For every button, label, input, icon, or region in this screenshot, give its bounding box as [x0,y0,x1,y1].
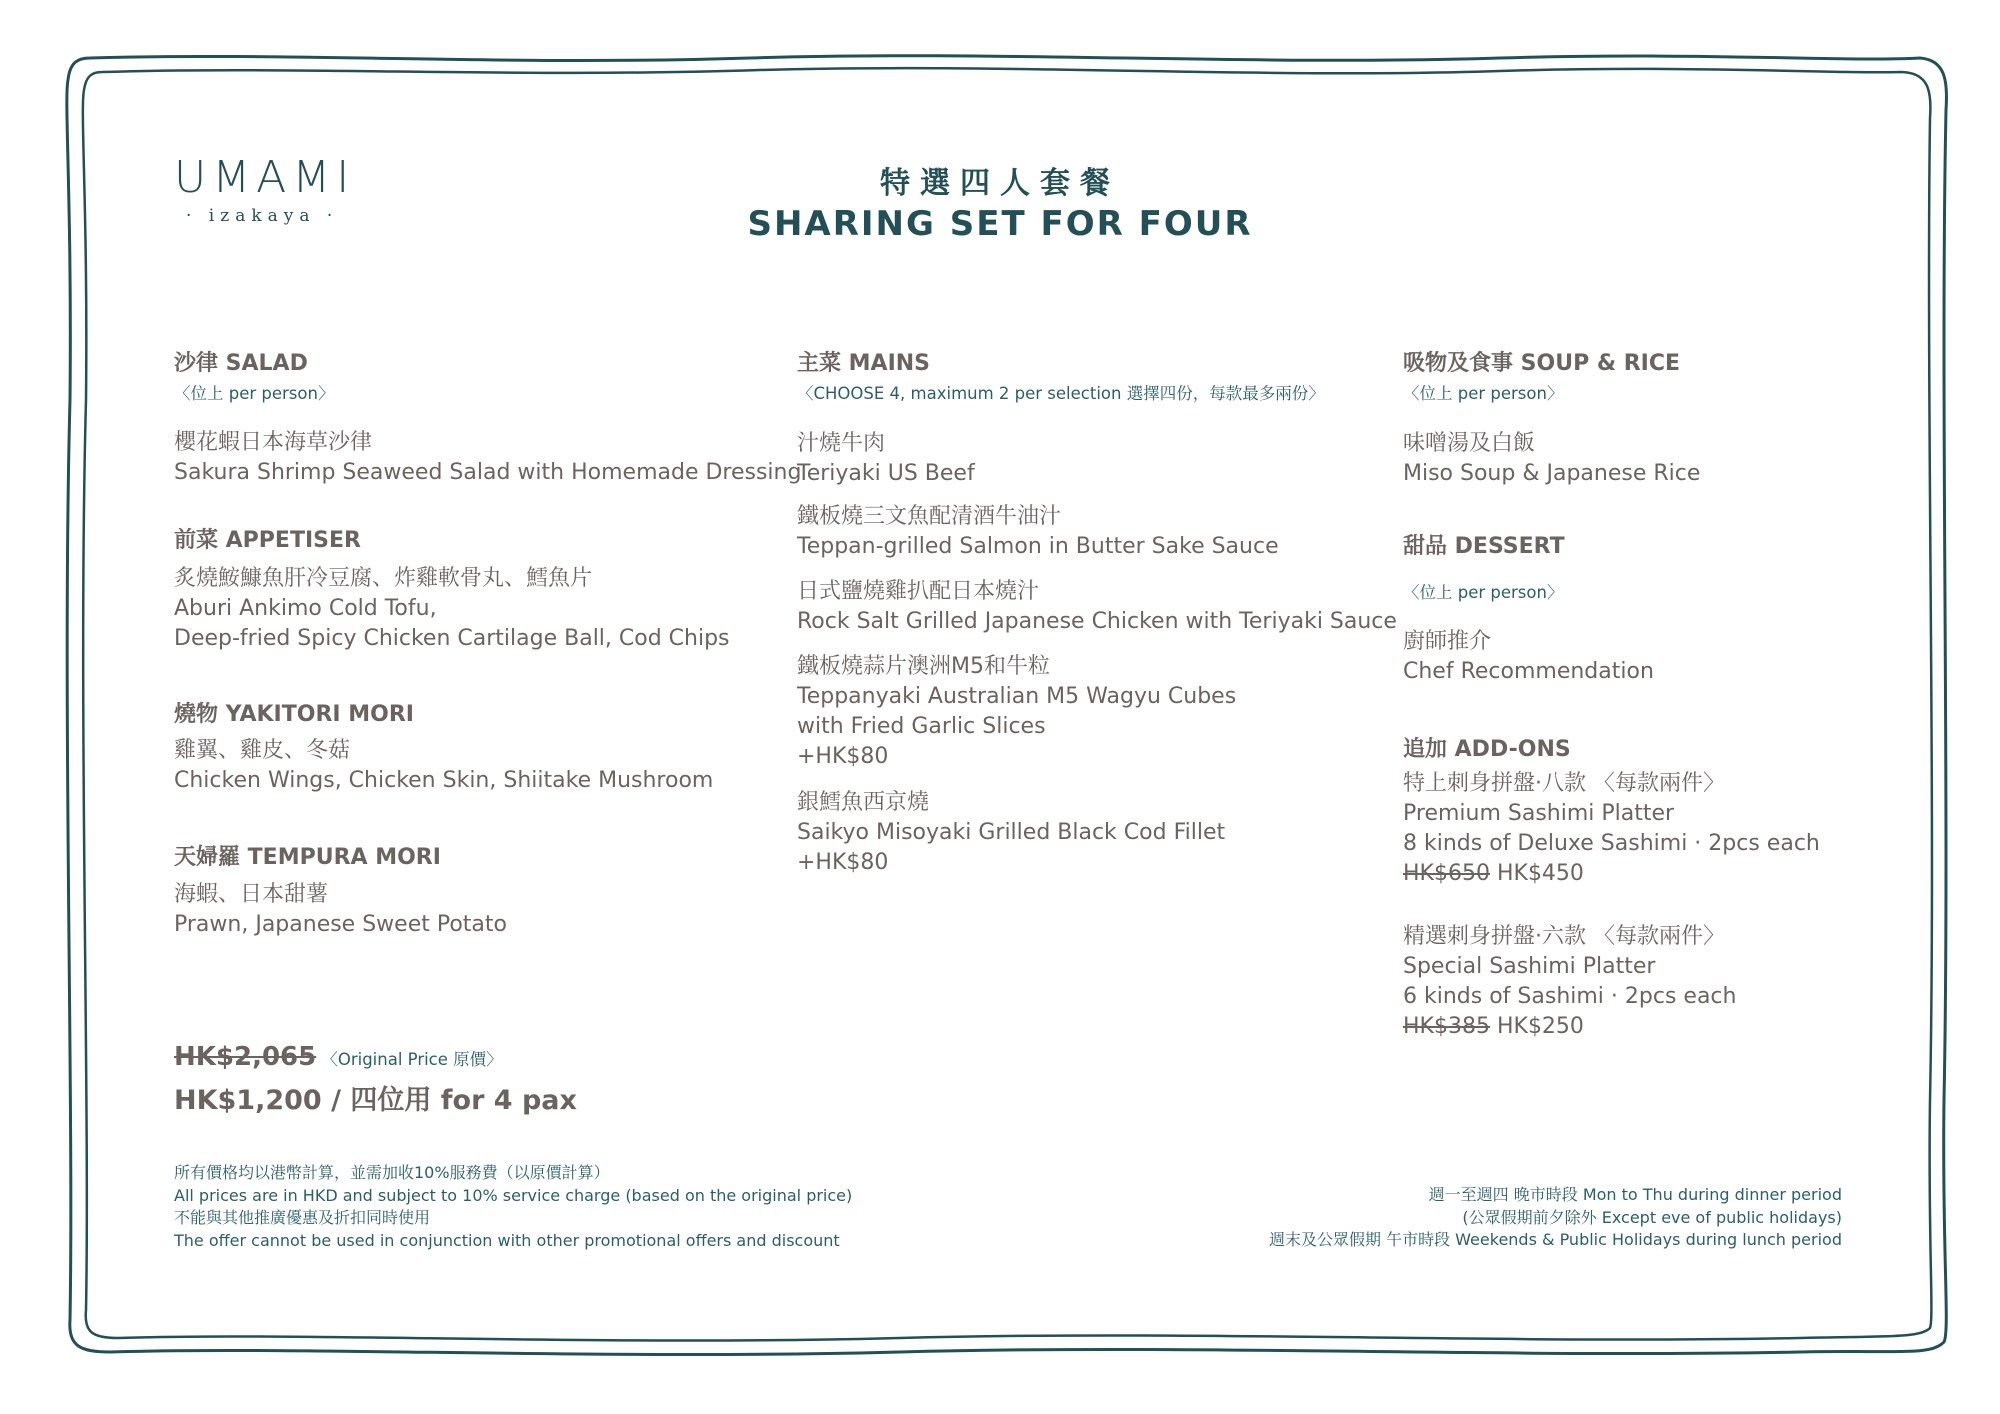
appetiser-heading: 前菜 APPETISER [174,528,361,553]
footer-terms-line: 所有價格均以港幣計算，並需加收10%服務費（以原價計算） [174,1163,610,1182]
salad-heading: 沙律 SALAD [174,351,308,376]
mains-item-en-2: with Fried Garlic Slices [797,714,1046,739]
salad-item-cn: 櫻花蝦日本海草沙律 [174,430,373,455]
footer-terms-line: All prices are in HKD and subject to 10% service charge (based on the original price) [174,1185,853,1205]
appetiser-item-en-2: Deep-fried Spicy Chicken Cartilage Ball, Cod Chips [174,626,730,651]
salad-item [174,428,801,488]
set-price: HK$1,200 / 四位用 for 4 pax [174,1085,577,1116]
addon-price: HK$450 [1496,861,1584,886]
brand-tagline: · izakaya · [186,206,339,226]
mains-item [797,577,1397,637]
yakitori-heading: 燒物 YAKITORI MORI [174,702,414,727]
mains-item-cn: 鐵板燒三文魚配清酒牛油汁 [797,504,1062,529]
mains-item [797,502,1279,562]
salad-item-en: Sakura Shrimp Seaweed Salad with Homemade Dressing [174,460,802,485]
footer-terms [174,1162,852,1252]
mains-item-cn: 鐵板燒蒜片澳洲M5和牛粒 [797,654,1050,679]
appetiser-item [174,564,730,654]
mains-item [797,652,1236,772]
mains-item [797,429,975,489]
footer-availability-line: (公眾假期前夕除外 Except eve of public holidays) [1462,1207,1842,1227]
page-title-en: SHARING SET FOR FOUR [747,204,1253,244]
mains-item-cn: 銀鱈魚西京燒 [797,790,930,815]
soup-note: 〈位上 per person〉 [1403,384,1564,403]
footer-terms-line: 不能與其他推廣優惠及折扣同時使用 [174,1208,431,1227]
addon-item [1403,922,1736,1042]
soup-item [1403,429,1700,489]
addon-item [1403,769,1820,889]
mains-note: 〈CHOOSE 4, maximum 2 per selection 選擇四份，每款最多兩份〉 [797,384,1325,403]
addon-item-cn: 精選刺身拼盤·六款 〈每款兩件〉 [1403,924,1725,949]
mains-item-surcharge: +HK$80 [797,744,889,769]
soup-item-cn: 味噌湯及白飯 [1403,431,1536,456]
dessert-heading: 甜品 DESSERT [1403,534,1565,559]
original-price: HK$2,065 [174,1042,317,1072]
appetiser-item-cn: 炙燒鮟鱇魚肝冷豆腐、炸雞軟骨丸、鱈魚片 [174,566,593,591]
mains-heading: 主菜 MAINS [797,351,931,376]
addon-item-price-row [1403,1012,1736,1042]
salad-note: 〈位上 per person〉 [174,384,335,403]
mains-item-en: Teppanyaki Australian M5 Wagyu Cubes [797,684,1237,709]
tempura-item-cn: 海蝦、日本甜薯 [174,882,329,907]
addon-item-desc: 8 kinds of Deluxe Sashimi · 2pcs each [1403,831,1820,856]
addon-old-price: HK$650 [1403,861,1490,886]
mains-item [797,788,1225,878]
footer-availability-line: 週一至週四 晚市時段 Mon to Thu during dinner period [1428,1185,1842,1204]
addons-heading: 追加 ADD-ONS [1403,737,1571,762]
yakitori-item [174,736,713,796]
yakitori-item-en: Chicken Wings, Chicken Skin, Shiitake Mushroom [174,768,714,793]
mains-item-en: Rock Salt Grilled Japanese Chicken with Teriyaki Sauce [797,609,1397,634]
dessert-note: 〈位上 per person〉 [1403,583,1564,602]
yakitori-item-cn: 雞翼、雞皮、冬菇 [174,738,351,763]
brand-logo: UMAMI [174,152,356,203]
dessert-item-cn: 廚師推介 [1403,629,1492,654]
mains-item-cn: 汁燒牛肉 [797,431,886,456]
soup-item-en: Miso Soup & Japanese Rice [1403,461,1701,486]
page-title-cn: 特選四人套餐 [880,166,1120,201]
footer-availability [1269,1184,1842,1252]
footer-terms-line: The offer cannot be used in conjunction with other promotional offers and discount [174,1230,840,1250]
dessert-item-en: Chef Recommendation [1403,659,1654,684]
addon-old-price: HK$385 [1403,1014,1490,1039]
original-price-row [174,1042,503,1072]
footer-availability-line: 週末及公眾假期 午市時段 Weekends & Public Holidays during lunch period [1269,1230,1842,1249]
addon-item-desc: 6 kinds of Sashimi · 2pcs each [1403,984,1737,1009]
mains-item-en: Saikyo Misoyaki Grilled Black Cod Fillet [797,820,1226,845]
mains-item-en: Teriyaki US Beef [797,461,975,486]
soup-heading: 吸物及食事 SOUP & RICE [1403,351,1680,376]
tempura-item [174,880,507,940]
original-price-note: 〈Original Price 原價〉 [321,1050,503,1069]
mains-item-surcharge: +HK$80 [797,850,889,875]
tempura-heading: 天婦羅 TEMPURA MORI [174,845,441,870]
appetiser-item-en-1: Aburi Ankimo Cold Tofu, [174,596,437,621]
mains-item-cn: 日式鹽燒雞扒配日本燒汁 [797,579,1040,604]
mains-item-en: Teppan-grilled Salmon in Butter Sake Sauce [797,534,1279,559]
addon-item-cn: 特上刺身拼盤·八款 〈每款兩件〉 [1403,771,1725,796]
addon-price: HK$250 [1496,1014,1584,1039]
addon-item-price-row [1403,859,1820,889]
tempura-item-en: Prawn, Japanese Sweet Potato [174,912,507,937]
dessert-item [1403,627,1654,687]
addon-item-en: Special Sashimi Platter [1403,954,1656,979]
addon-item-en: Premium Sashimi Platter [1403,801,1675,826]
